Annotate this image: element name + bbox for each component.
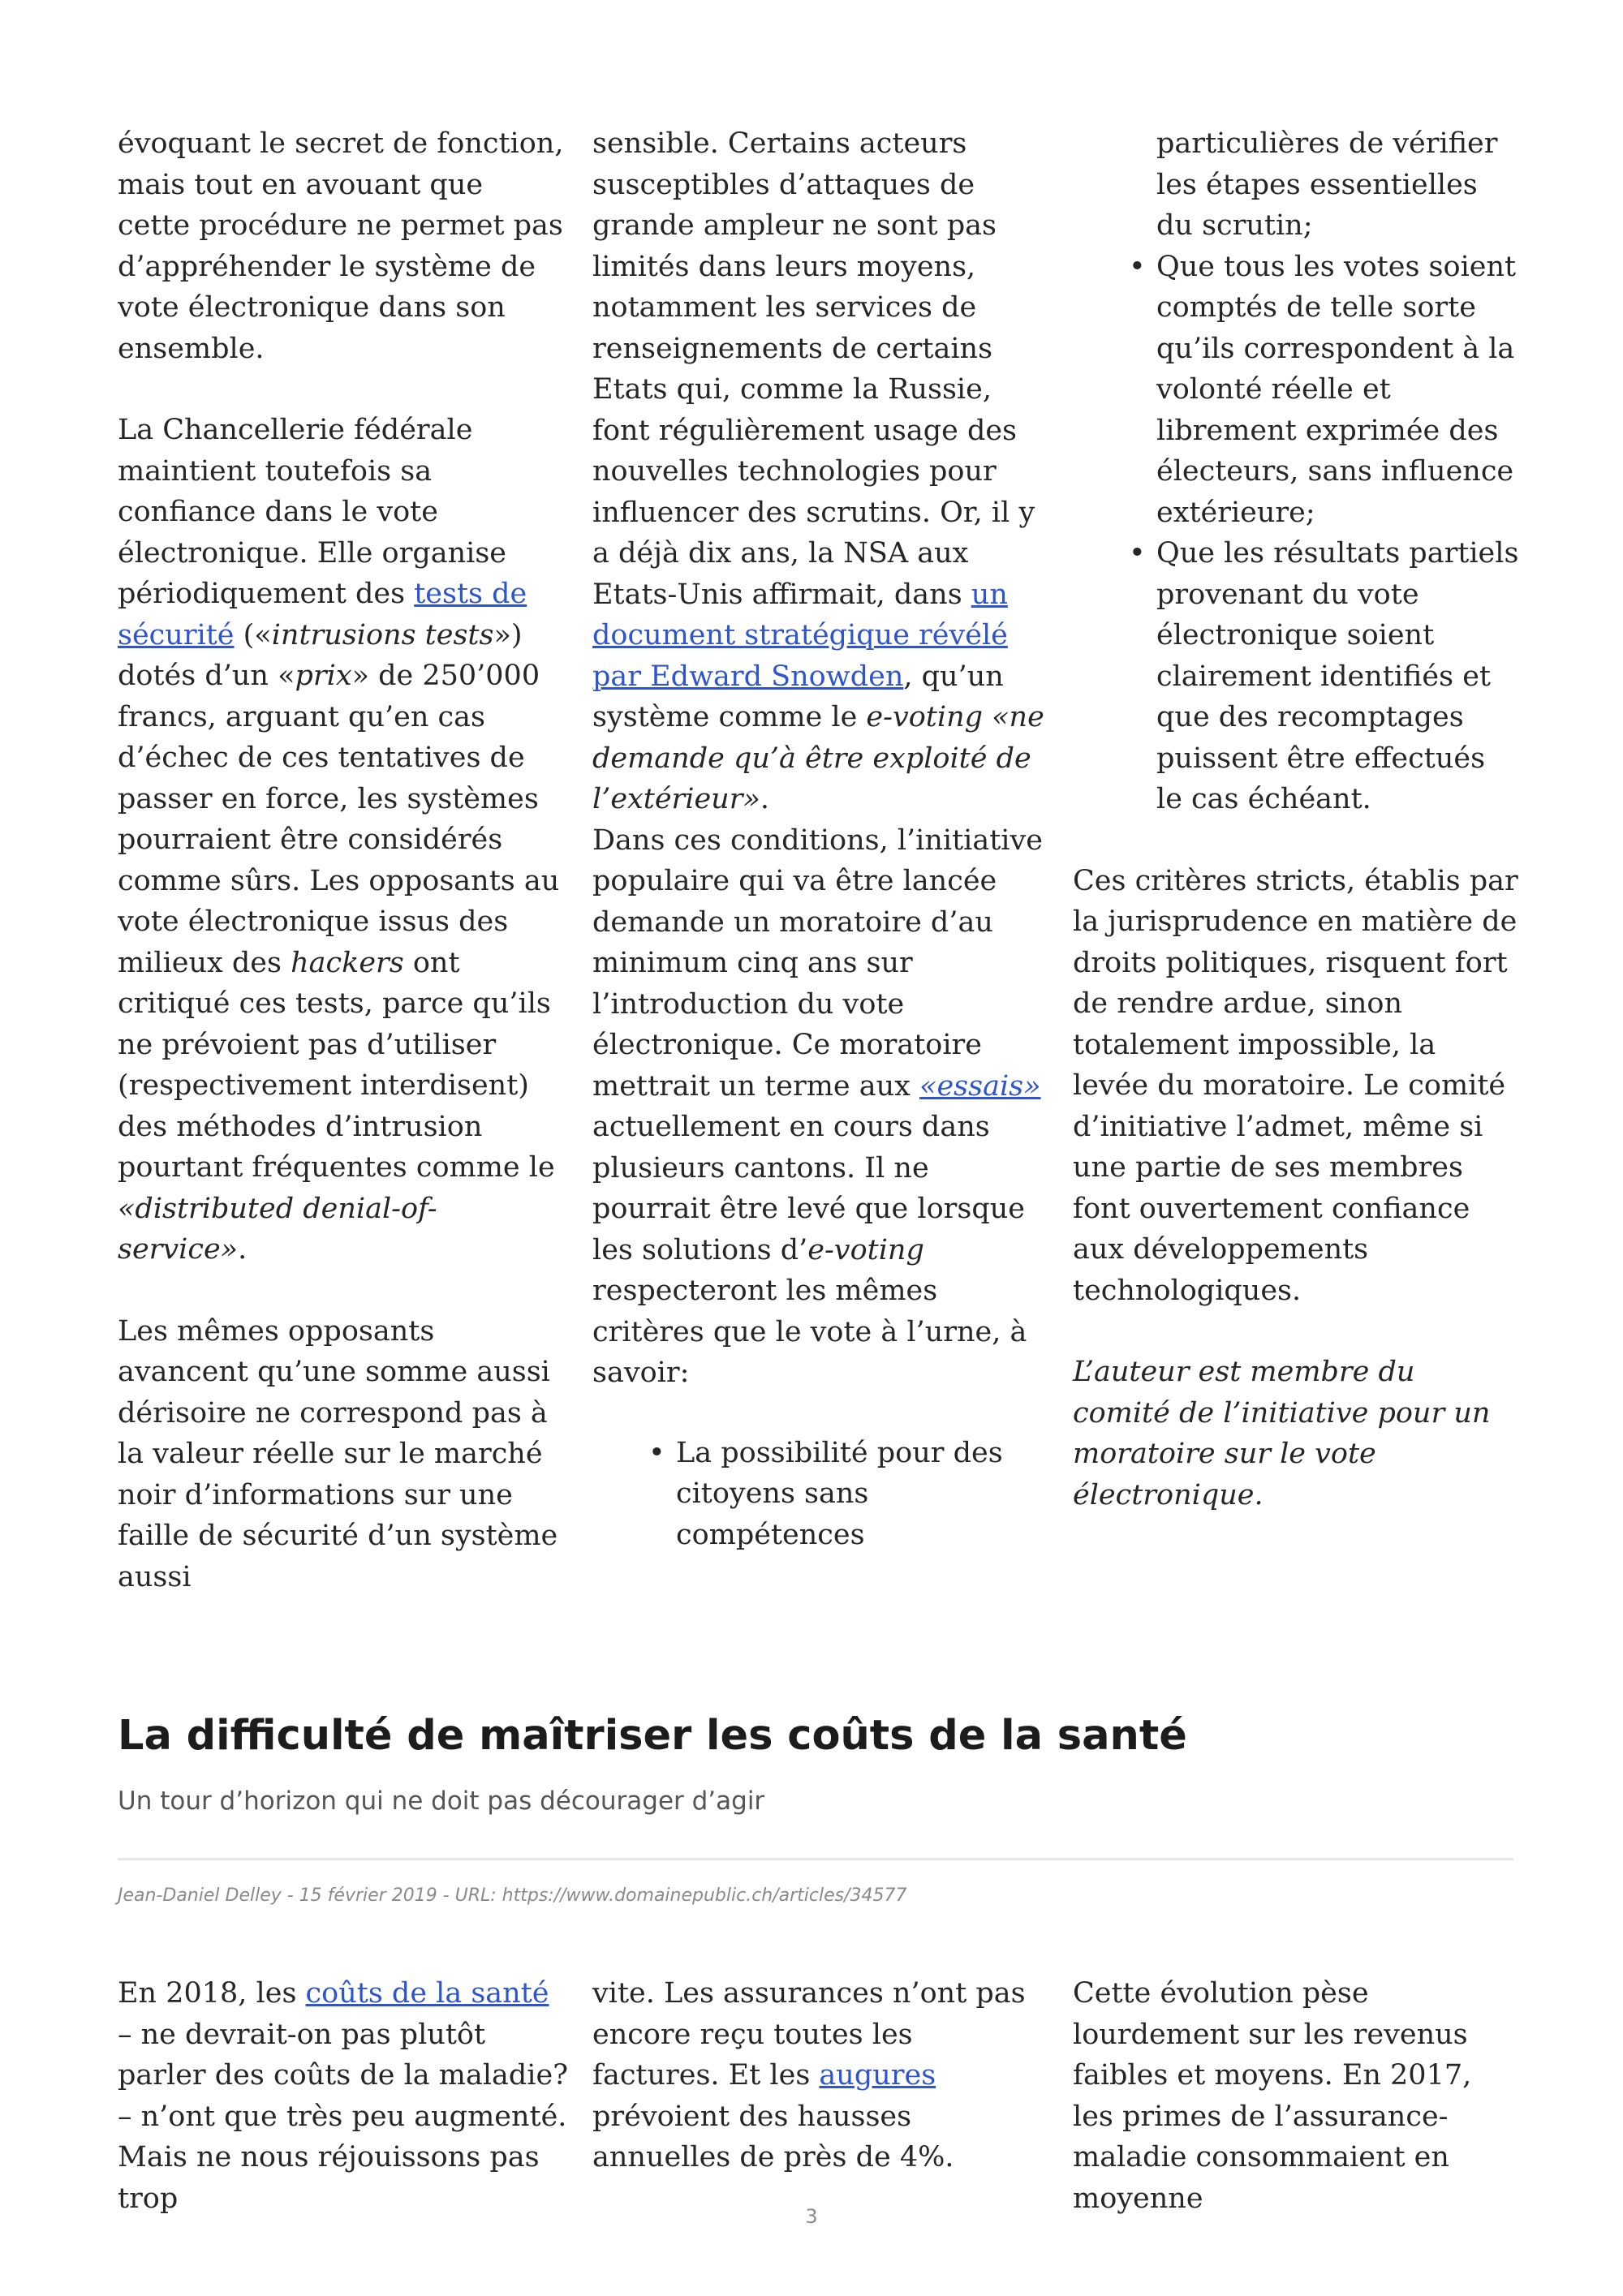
emphasis: intrusions tests	[271, 618, 494, 651]
emphasis: «distributed denial-of-service»	[118, 1192, 437, 1266]
article-title: La difficulté de maîtriser les coûts de la santé	[118, 1712, 1187, 1760]
paragraph	[592, 123, 1047, 820]
emphasis: e-voting	[807, 1233, 924, 1266]
list-item	[1129, 533, 1519, 820]
bullet-icon: •	[1129, 537, 1146, 570]
divider	[118, 1858, 1513, 1860]
article-subtitle: Un tour d’horizon qui ne doit pas décourager d’agir	[118, 1786, 765, 1816]
list-item	[648, 1433, 1047, 1556]
text: .	[760, 783, 770, 815]
text: » de 250’000 francs, arguant qu’en cas d’échec de ces tentatives de passer en force, les systèmes pourraient être considérés comme sûrs. Les opposants au vote électronique issus des milieux des	[118, 660, 560, 979]
list-item	[1156, 123, 1519, 247]
paragraph	[118, 1973, 572, 2219]
text: particulières de vérifier les étapes essentielles du scrutin;	[1156, 127, 1498, 242]
link-document-strategique[interactable]: un document stratégique révélé par Edward Snowden	[592, 578, 1008, 693]
bullet-icon: •	[648, 1436, 665, 1469]
text: Que tous les votes soient comptés de telle sorte qu’ils correspondent à la volonté réelle et librement exprimée des électeurs, sans influence extérieure;	[1156, 250, 1517, 529]
article-column-2	[592, 1973, 1047, 2178]
page-number: 3	[805, 2205, 818, 2228]
text: actuellement en cours dans plusieurs cantons. Il ne pourrait être levé que lorsque les solutions d’	[592, 1111, 1025, 1266]
column-1	[118, 123, 564, 1597]
link-augures[interactable]: augures	[819, 2059, 936, 2092]
emphasis: «essais»	[919, 1069, 1041, 1103]
link-essais[interactable]	[919, 1070, 1041, 1103]
text: ont critiqué ces tests, parce qu’ils ne prévoient pas d’utiliser (respectivement interdisent) des méthodes d’intrusion pourtant fréquentes comme le	[118, 946, 555, 1184]
link-tests-de-securite[interactable]: tests de sécurité	[118, 578, 527, 651]
emphasis: e-voting «ne demande qu’à être exploité de l’extérieur»	[592, 701, 1044, 815]
article-column-1	[118, 1973, 572, 2219]
text: , qu’un système comme le	[592, 660, 1004, 733]
text: En 2018, les	[118, 1977, 306, 2010]
text: respecteront les mêmes critères que le vote à l’urne, à savoir:	[592, 1275, 1027, 1389]
article-meta: Jean-Daniel Delley - 15 février 2019 - URL: https://www.domainepublic.ch/articles/34577	[118, 1885, 907, 1906]
paragraph	[592, 820, 1047, 1394]
text: évoquant le secret de fonction, mais tout en avouant que cette procédure ne permet pas d’appréhender le système de vote électronique dans son ensemble.	[118, 127, 564, 365]
bullet-icon: •	[1129, 250, 1146, 283]
author-note	[1073, 1352, 1519, 1516]
criteria-list-continued	[1073, 123, 1519, 820]
text: prévoient des hausses annuelles de près de 4%.	[592, 2100, 954, 2173]
paragraph	[1073, 1973, 1519, 2219]
text: Ces critères stricts, établis par la jurisprudence en matière de droits politiques, risquent fort de rendre ardue, sinon totalement impossible, la levée du moratoire. Le comité d’initiative l’admet, même si une partie de ses membres font ouvertement confiance aux développements technologiques.	[1073, 864, 1518, 1307]
column-2	[592, 123, 1047, 1555]
text: Que les résultats partiels provenant du vote électronique soient clairement identifiés et que des recomptages puissent être effectués le cas échéant.	[1156, 537, 1519, 815]
link-couts-de-la-sante[interactable]: coûts de la santé	[305, 1977, 549, 2010]
text: La Chancellerie fédérale maintient toutefois sa confiance dans le vote électronique. Elle organise périodiquement des	[118, 414, 506, 610]
text: .	[238, 1233, 248, 1266]
paragraph	[1073, 861, 1519, 1312]
paragraph	[592, 1973, 1047, 2178]
text: Dans ces conditions, l’initiative populaire qui va être lancée demande un moratoire d’au minimum cinq ans sur l’introduction du vote électronique. Ce moratoire mettrait un terme aux	[592, 823, 1043, 1103]
paragraph	[118, 1311, 564, 1598]
emphasis: hackers	[291, 946, 404, 979]
criteria-list	[592, 1433, 1047, 1556]
text: Cette évolution pèse lourdement sur les revenus faibles et moyens. En 2017, les primes de l’assurance-maladie consommaient en moyenne	[1073, 1977, 1472, 2215]
text: sensible. Certains acteurs susceptibles d’attaques de grande ampleur ne sont pas limités dans leurs moyens, notamment les services de renseignements de certains Etats qui, comme la Russie, font régulièrement usage des nouvelles technologies pour influencer des scrutins. Or, il y a déjà dix ans, la NSA aux Etats-Unis affirmait, dans	[592, 127, 1035, 611]
list-item	[1129, 247, 1519, 534]
emphasis: L’auteur est membre du comité de l’initiative pour un moratoire sur le vote électronique.	[1073, 1356, 1491, 1511]
article-column-3	[1073, 1973, 1519, 2219]
paragraph	[118, 123, 564, 369]
text: vite. Les assurances n’ont pas encore reçu toutes les factures. Et les	[592, 1977, 1026, 2092]
emphasis: prix	[295, 660, 352, 692]
text: Les mêmes opposants avancent qu’une somme aussi dérisoire ne correspond pas à la valeur réelle sur le marché noir d’informations sur une faille de sécurité d’un système aussi	[118, 1314, 558, 1593]
text: La possibilité pour des citoyens sans compétences	[676, 1436, 1003, 1551]
text: – ne devrait-on pas plutôt parler des coûts de la maladie? – n’ont que très peu augmenté. Mais ne nous réjouissons pas trop	[118, 2018, 568, 2215]
paragraph	[118, 410, 564, 1271]
text: ») dotés d’un «	[118, 618, 523, 692]
text: («	[234, 618, 272, 651]
column-3	[1073, 123, 1519, 1516]
